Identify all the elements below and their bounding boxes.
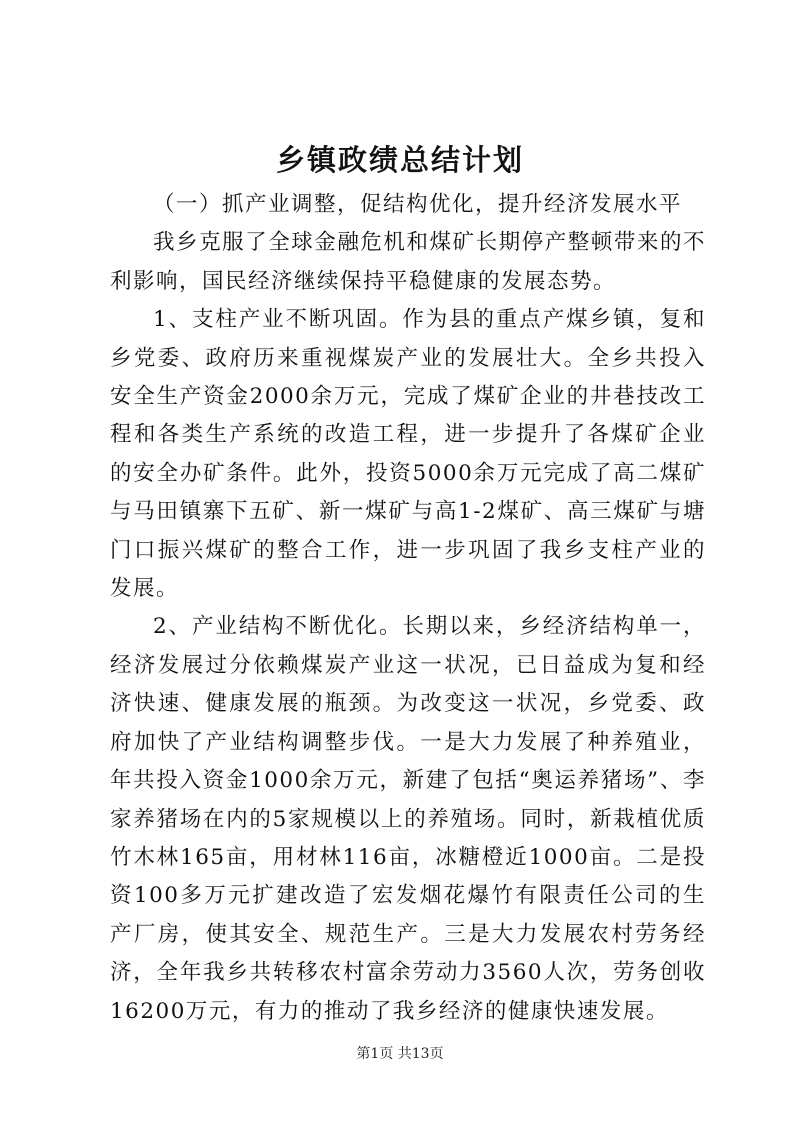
page-number: 第1页 共13页 (356, 1046, 444, 1062)
document-title: 乡镇政绩总结计划 (275, 143, 524, 177)
paragraph-industry-structure: 2、产业结构不断优化。长期以来，乡经济结构单一，经济发展过分依赖煤炭产业这一状况，已日益成为复和经济快速、健康发展的瓶颈。为改变这一状况，乡党委、政府加快了产业结构调整步伐。一是大力发展了种养殖业，年共投入资金1000余万元，新建了包括“奥运养猪场”、李家养猪场在内的5家规模以上的养殖场。同时，新栽植优质竹木林165亩，用材林116亩，冰糖橙近1000亩。二是投资100多万元扩建改造了宏发烟花爆竹有限责任公司的生产厂房，使其安全、规范生产。三是大力发展农村劳务经济，全年我乡共转移农村富余劳动力3560人次，劳务创收16200万元，有力的推动了我乡经济的健康快速发展。 (110, 614, 706, 1024)
page-footer (0, 1044, 800, 1064)
document-body (110, 186, 706, 1031)
section-heading: （一）抓产业调整，促结构优化，提升经济发展水平 (153, 192, 683, 217)
paragraph-intro: 我乡克服了全球金融危机和煤矿长期停产整顿带来的不利影响，国民经济继续保持平稳健康的发展态势。 (110, 230, 706, 294)
paragraph-pillar-industry: 1、支柱产业不断巩固。作为县的重点产煤乡镇，复和乡党委、政府历来重视煤炭产业的发展壮大。全乡共投入安全生产资金2000余万元，完成了煤矿企业的井巷技改工程和各类生产系统的改造工程，进一步提升了各煤矿企业的安全办矿条件。此外，投资5000余万元完成了高二煤矿与马田镇寨下五矿、新一煤矿与高1-2煤矿、高三煤矿与塘门口振兴煤矿的整合工作，进一步巩固了我乡支柱产业的发展。 (110, 307, 706, 602)
